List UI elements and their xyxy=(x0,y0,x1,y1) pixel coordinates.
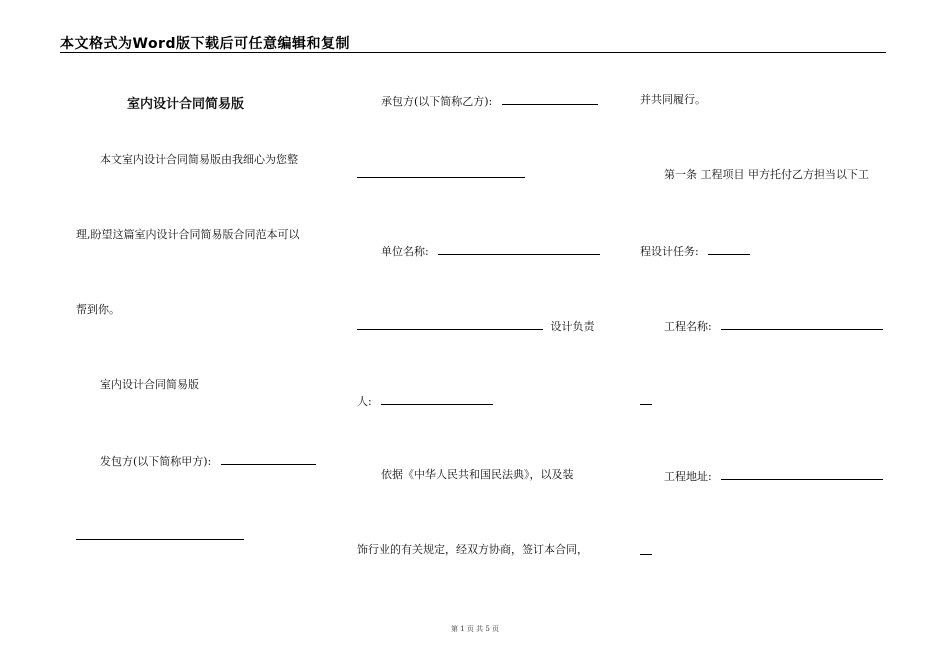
designer-row-2 xyxy=(357,393,493,409)
project-address-blank xyxy=(721,468,883,480)
party-b-blank xyxy=(502,93,598,105)
page-number: 第 1 页 共 5 页 xyxy=(450,625,500,633)
task-label: 程设计任务: xyxy=(640,245,699,258)
sub-title: 室内设计合同简易版 xyxy=(100,378,199,391)
column-1 xyxy=(76,0,326,672)
project-address-extra-blank xyxy=(640,543,652,555)
unit-name-blank xyxy=(438,243,600,255)
designer-label-1: 设计负责 xyxy=(550,320,595,333)
project-name-row xyxy=(664,318,883,334)
designer-blank xyxy=(357,318,543,330)
party-a-row xyxy=(100,453,316,469)
party-b-row xyxy=(381,93,598,109)
unit-name-label: 单位名称: xyxy=(381,245,429,258)
basis-line-1: 依据《中华人民共和国民法典》，以及装 xyxy=(381,468,574,481)
comply-line: 并共同履行。 xyxy=(640,93,706,106)
project-name-blank xyxy=(721,318,883,330)
party-a-extra-row xyxy=(76,528,244,544)
party-a-extra-blank xyxy=(76,528,244,540)
party-a-label: 发包方(以下简称甲方): xyxy=(100,455,212,468)
task-blank xyxy=(708,243,750,255)
intro-line-3: 帮到你。 xyxy=(76,303,120,316)
project-address-extra-row xyxy=(640,543,652,559)
document-header-title: 本文格式为Word版下载后可任意编辑和复制 xyxy=(60,36,350,52)
designer-row xyxy=(357,318,595,334)
task-row xyxy=(640,243,750,259)
project-name-extra-row xyxy=(640,393,652,409)
project-address-label: 工程地址: xyxy=(664,470,712,483)
intro-line-1: 本文室内设计合同简易版由我细心为您整 xyxy=(100,153,298,166)
party-b-extra-blank xyxy=(357,166,525,178)
contract-title: 室内设计合同简易版 xyxy=(127,97,245,112)
unit-name-row xyxy=(381,243,600,259)
article-1-line: 第一条 工程项目 甲方托付乙方担当以下工 xyxy=(664,168,869,181)
project-address-row xyxy=(664,468,883,484)
party-b-label: 承包方(以下简称乙方): xyxy=(381,95,493,108)
intro-line-2: 理,盼望这篇室内设计合同简易版合同范本可以 xyxy=(76,228,300,241)
project-name-label: 工程名称: xyxy=(664,320,712,333)
party-b-extra-row xyxy=(357,166,525,182)
column-2 xyxy=(357,0,607,672)
designer-label-2: 人: xyxy=(357,395,372,408)
basis-line-2: 饰行业的有关规定，经双方协商，签订本合同， xyxy=(357,543,588,556)
designer-name-blank xyxy=(381,393,493,405)
party-a-blank xyxy=(221,453,316,465)
project-name-extra-blank xyxy=(640,393,652,405)
column-3 xyxy=(640,0,890,672)
